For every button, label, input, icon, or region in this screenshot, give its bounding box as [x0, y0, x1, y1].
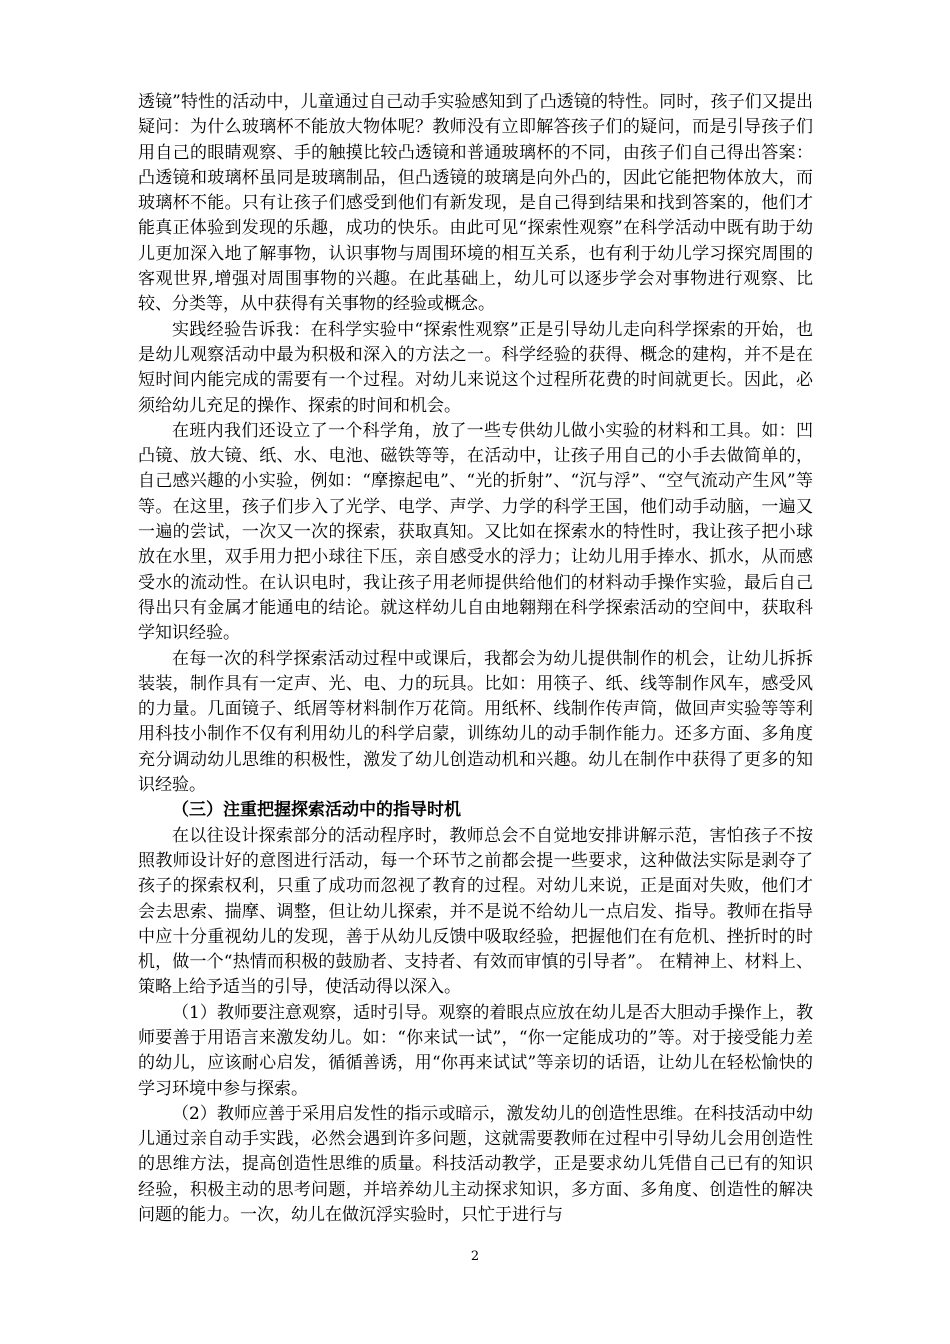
paragraph-point-2: （2）教师应善于采用启发性的指示或暗示，激发幼儿的创造性思维。在科技活动中幼儿通过亲自动手实践，必然会遇到许多问题，这就需要教师在过程中引导幼儿会用创造性的思维方法，提高创造性思维的质量。科技活动教学，正是要求幼儿凭借自己已有的知识经验，积极主动的思考问题，并培养幼儿主动探求知识，多方面、多角度、创造性的解决问题的能力。一次，幼儿在做沉浮实验时，只忙于进行与: [138, 1103, 813, 1226]
paragraph-point-1: （1）教师要注意观察，适时引导。观察的着眼点应放在幼儿是否大胆动手操作上，教师要善于用语言来激发幼儿。如：“你来试一试”，“你一定能成功的”等。对于接受能力差的幼儿，应该耐心启发，循循善诱，用“你再来试试”等亲切的话语，让幼儿在轻松愉快的学习环境中参与探索。: [138, 1002, 813, 1099]
paragraph-continuation: 透镜”特性的活动中，儿童通过自己动手实验感知到了凸透镜的特性。同时，孩子们又提出疑问：为什么玻璃杯不能放大物体呢？教师没有立即解答孩子们的疑问，而是引导孩子们用自己的眼睛观察、手的触摸比较凸透镜和普通玻璃杯的不同，由孩子们自己得出答案：凸透镜和玻璃杯虽同是玻璃制品，但凸透镜的玻璃是向外凸的，因此它能把物体放大，而玻璃杯不能。只有让孩子们感受到他们有新发现，是自己得到结果和找到答案的，他们才能真正体验到发现的乐趣，成功的快乐。由此可见“探索性观察”在科学活动中既有助于幼儿更加深入地了解事物，认识事物与周围环境的相互关系，也有利于幼儿学习探究周围的客观世界,增强对周围事物的兴趣。在此基础上，幼儿可以逐步学会对事物进行观察、比较、分类等，从中获得有关事物的经验或概念。: [138, 92, 813, 315]
paragraph-making-toys: 在每一次的科学探索活动过程中或课后，我都会为幼儿提供制作的机会，让幼儿拆拆装装，制作具有一定声、光、电、力的玩具。比如：用筷子、纸、线等制作风车，感受风的力量。几面镜子、纸屑等材料制作万花筒。用纸杯、线制作传声筒，做回声实验等等利用科技小制作不仅有利用幼儿的科学启蒙，训练幼儿的动手制作能力。还多方面、多角度充分调动幼儿思维的积极性，激发了幼儿创造动机和兴趣。幼儿在制作中获得了更多的知识经验。: [138, 648, 813, 796]
paragraph-science-corner: 在班内我们还设立了一个科学角，放了一些专供幼儿做小实验的材料和工具。如：凹凸镜、放大镜、纸、水、电池、磁铁等等，在活动中，让孩子用自己的小手去做简单的，自己感兴趣的小实验，例如：“摩擦起电”、“光的折射”、“沉与浮”、“空气流动产生风”等等。在这里，孩子们步入了光学、电学、声学、力学的科学王国，他们动手动脑，一遍又一遍的尝试，一次又一次的探索，获取真知。又比如在探索水的特性时，我让孩子把小球放在水里，双手用力把小球往下压，亲自感受水的浮力；让幼儿用手捧水、抓水，从而感受水的流动性。在认识电时，我让孩子用老师提供给他们的材料动手操作实验，最后自己得出只有金属才能通电的结论。就这样幼儿自由地翱翔在科学探索活动的空间中，获取科学知识经验。: [138, 420, 813, 644]
body-text: [138, 90, 813, 1228]
page-number: 2: [470, 1249, 480, 1264]
paragraph-practice-experience: 实践经验告诉我：在科学实验中“探索性观察”正是引导幼儿走向科学探索的开始，也是幼儿观察活动中最为积极和深入的方法之一。科学经验的获得、概念的建构，并不是在短时间内能完成的需要有一个过程。对幼儿来说这个过程所花费的时间就更长。因此，必须给幼儿充足的操作、探索的时间和机会。: [138, 319, 813, 416]
section-heading: （三）注重把握探索活动中的指导时机: [172, 800, 461, 821]
paragraph-guidance-timing: 在以往设计探索部分的活动程序时，教师总会不自觉地安排讲解示范，害怕孩子不按照教师设计好的意图进行活动，每一个环节之前都会提一些要求，这种做法实际是剥夺了孩子的探索权利，只重了成功而忽视了教育的过程。对幼儿来说，正是面对失败，他们才会去思索、揣摩、调整，但让幼儿探索，并不是说不给幼儿一点启发、指导。教师在指导中应十分重视幼儿的发现，善于从幼儿反馈中吸取经验，把握他们在有危机、挫折时的时机，做一个“热情而积极的鼓励者、支持者、有效而审慎的引导者”。 在精神上、材料上、策略上给予适当的引导，使活动得以深入。: [138, 825, 813, 998]
